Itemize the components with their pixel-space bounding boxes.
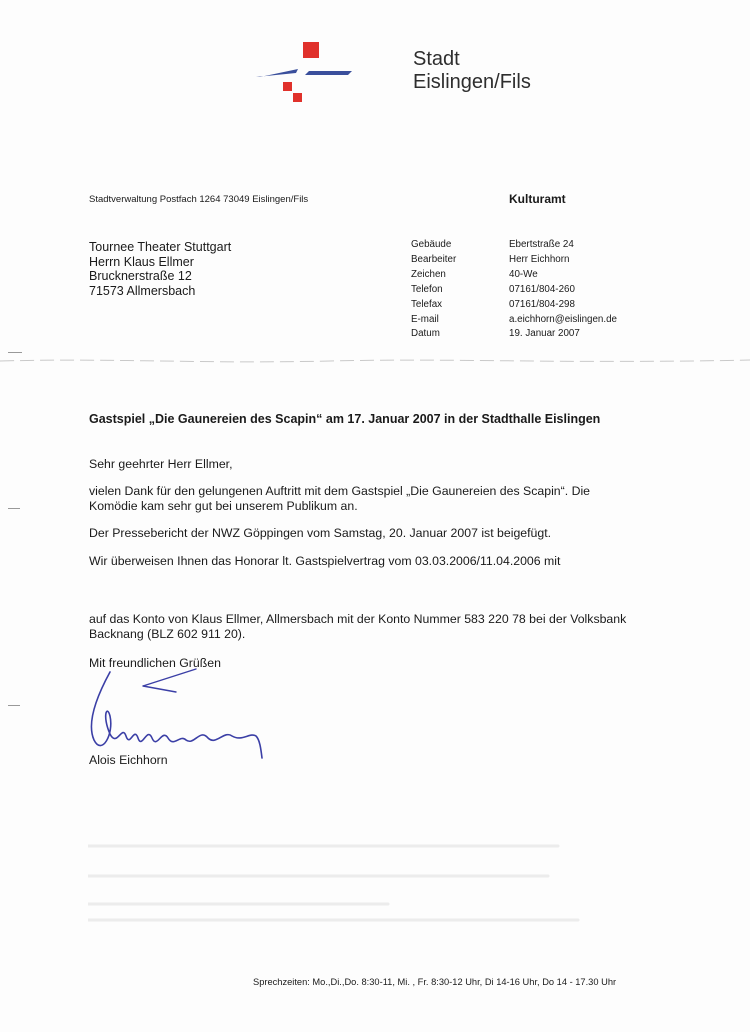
logo-square-small bbox=[293, 93, 302, 102]
signer-name: Alois Eichhorn bbox=[89, 753, 168, 767]
paragraph-line: vielen Dank für den gelungenen Auftritt mit dem Gastspiel „Die Gaunereien des Scapin“. Die bbox=[89, 484, 591, 498]
bleed-through-text bbox=[88, 838, 688, 938]
salutation: Sehr geehrter Herr Ellmer, bbox=[89, 457, 233, 471]
info-label: Bearbeiter bbox=[411, 253, 457, 265]
info-label: E-mail bbox=[411, 313, 439, 325]
info-label: Datum bbox=[411, 328, 440, 340]
info-row bbox=[411, 253, 617, 268]
info-value: 07161/804-260 bbox=[509, 283, 575, 295]
info-row bbox=[411, 283, 617, 298]
info-label: Gebäude bbox=[411, 239, 452, 250]
punch-mark bbox=[8, 352, 22, 353]
recipient-line: Herrn Klaus Ellmer bbox=[89, 254, 194, 269]
info-label: Telefon bbox=[411, 283, 443, 295]
info-value: a.eichhorn@eislingen.de bbox=[509, 313, 617, 325]
recipient-line: 71573 Allmersbach bbox=[89, 283, 196, 298]
fold-mark bbox=[0, 356, 750, 366]
info-row bbox=[411, 268, 617, 283]
paragraph-line: Backnang (BLZ 602 911 20). bbox=[89, 627, 246, 641]
recipient-address bbox=[89, 240, 231, 298]
closing: Mit freundlichen Grüßen bbox=[89, 656, 221, 670]
logo-bar-left bbox=[256, 69, 298, 77]
paragraph-account bbox=[89, 612, 626, 642]
info-label: Zeichen bbox=[411, 268, 446, 280]
info-row bbox=[411, 313, 617, 328]
info-row bbox=[411, 298, 617, 313]
info-row bbox=[411, 327, 617, 342]
info-row bbox=[411, 238, 617, 253]
city-logo bbox=[250, 40, 360, 104]
info-value: Ebertstraße 24 bbox=[509, 239, 574, 250]
info-label: Telefax bbox=[411, 298, 443, 310]
logo-square-large bbox=[303, 42, 319, 58]
paragraph-fee: Wir überweisen Ihnen das Honorar lt. Gastspielvertrag vom 03.03.2006/11.04.2006 mit bbox=[89, 554, 561, 568]
info-value: 07161/804-298 bbox=[509, 298, 575, 310]
info-value: 40-We bbox=[509, 268, 538, 280]
logo-square-medium bbox=[283, 82, 292, 91]
info-value: Herr Eichhorn bbox=[509, 253, 570, 265]
office-hours-footer: Sprechzeiten: Mo.,Di.,Do. 8:30-11, Mi. , Fr. 8:30-12 Uhr, Di 14-16 Uhr, Do 14 - 17.30 Uhr bbox=[253, 977, 617, 987]
handwritten-signature bbox=[80, 664, 270, 760]
city-name bbox=[413, 48, 531, 94]
sender-line: Stadtverwaltung Postfach 1264 73049 Eislingen/Fils bbox=[89, 194, 309, 205]
info-block bbox=[411, 238, 617, 342]
logo-bar-right bbox=[305, 71, 352, 75]
info-value: 19. Januar 2007 bbox=[509, 328, 580, 340]
recipient-line: Brucknerstraße 12 bbox=[89, 269, 192, 283]
city-name-line2: Eislingen/Fils bbox=[413, 71, 531, 93]
paragraph-line: auf das Konto von Klaus Ellmer, Allmersbach mit der Konto Nummer 583 220 78 bei der Volksbank bbox=[89, 612, 627, 626]
punch-mark bbox=[8, 508, 20, 509]
paragraph-line: Komödie kam sehr gut bei unserem Publikum an. bbox=[89, 499, 358, 513]
subject-line: Gastspiel „Die Gaunereien des Scapin“ am 17. Januar 2007 in der Stadthalle Eislingen bbox=[89, 412, 601, 426]
paragraph-press: Der Pressebericht der NWZ Göppingen vom Samstag, 20. Januar 2007 ist beigefügt. bbox=[89, 526, 552, 540]
punch-mark bbox=[8, 705, 20, 706]
department: Kulturamt bbox=[509, 192, 566, 206]
paragraph-thanks bbox=[89, 484, 590, 514]
recipient-line: Tournee Theater Stuttgart bbox=[89, 240, 232, 254]
city-name-line1: Stadt bbox=[413, 48, 460, 70]
